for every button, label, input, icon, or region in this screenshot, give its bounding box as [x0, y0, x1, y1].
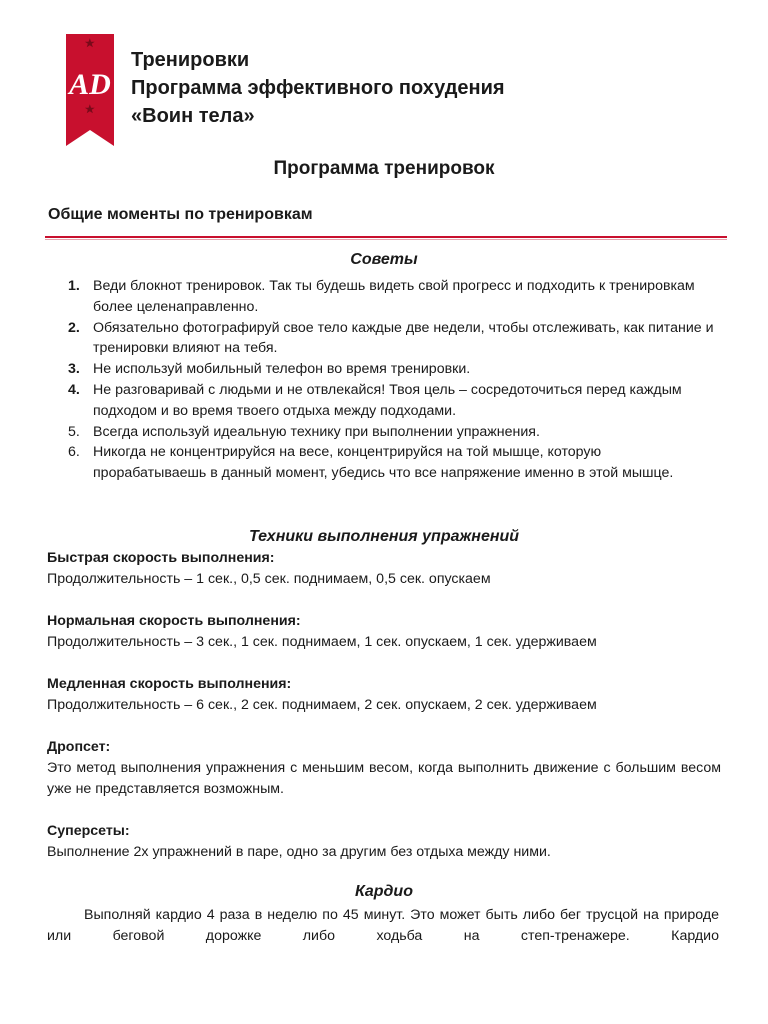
dropset-text: Это метод выполнения упражнения с меньшим весом, когда выполнить движение с большим весом уже не представляется возможным.: [47, 760, 721, 797]
tip-number: 1.: [68, 278, 80, 294]
tip-text: Обязательно фотографируй свое тело каждые две недели, чтобы отслеживать, как питание и тренировки влияют на тебя.: [93, 319, 714, 357]
superset-label: Суперсеты:: [47, 823, 130, 839]
tips-list: [48, 276, 718, 484]
section-divider-shadow: [45, 239, 727, 240]
header-line-3: «Воин тела»: [131, 105, 255, 127]
normal-speed-block: [47, 611, 721, 653]
tip-text: Веди блокнот тренировок. Так ты будешь видеть свой прогресс и подходить к тренировкам более целенаправленно.: [93, 278, 695, 315]
fast-speed-block: [47, 548, 721, 590]
tip-number: 2.: [68, 319, 80, 336]
list-item: [48, 422, 718, 443]
dropset-block: [47, 737, 721, 800]
tip-number: 3.: [68, 361, 80, 378]
section-divider: [45, 236, 727, 238]
header-title-block: [131, 46, 505, 130]
list-item: [48, 318, 718, 360]
slow-speed-text: Продолжительность – 6 сек., 2 сек. поднимаем, 2 сек. опускаем, 2 сек. удерживаем: [47, 697, 597, 713]
section-title: Общие моменты по тренировкам: [48, 206, 313, 223]
tip-text: Не разговаривай с людьми и не отвлекайся! Твоя цель – сосредоточиться перед каждым подходом и во время твоего отдыха между подходами.: [93, 381, 682, 419]
cardio-paragraph: Выполняй кардио 4 раза в неделю по 45 минут. Это может быть либо бег трусцой на природе или беговой дорожке либо ходьба на степ-тренажере. Кардио: [47, 907, 719, 944]
fast-speed-text: Продолжительность – 1 сек., 0,5 сек. поднимаем, 0,5 сек. опускаем: [47, 571, 491, 587]
tip-text: Всегда используй идеальную технику при выполнении упражнения.: [93, 423, 540, 440]
list-item: [48, 380, 718, 422]
dropset-label: Дропсет:: [47, 739, 111, 755]
header-line-2: Программа эффективного похудения: [131, 77, 505, 99]
slow-speed-label: Медленная скорость выполнения:: [47, 676, 292, 692]
tip-number: 5.: [68, 423, 80, 440]
techniques-heading: Техники выполнения упражнений: [248, 528, 520, 545]
normal-speed-text: Продолжительность – 3 сек., 1 сек. поднимаем, 1 сек. опускаем, 1 сек. удерживаем: [47, 634, 597, 650]
logo-lettering: AD: [69, 68, 111, 101]
tip-text: Никогда не концентрируйся на весе, концентрируйся на той мышце, которую прорабатываешь в данный момент, убедись что все напряжение именно в этой мышце.: [93, 444, 674, 482]
list-item: [48, 276, 718, 318]
page-title: Программа тренировок: [273, 158, 495, 179]
normal-speed-label: Нормальная скорость выполнения:: [47, 613, 301, 629]
brand-logo: [66, 34, 114, 146]
list-item: [48, 442, 718, 484]
superset-text: Выполнение 2х упражнений в паре, одно за другим без отдыха между ними.: [47, 844, 551, 860]
fast-speed-label: Быстрая скорость выполнения:: [47, 550, 275, 566]
cardio-heading: Кардио: [355, 883, 413, 900]
tips-heading: Советы: [350, 251, 418, 268]
tip-number: 4.: [68, 381, 80, 398]
tip-number: 6.: [68, 444, 80, 461]
slow-speed-block: [47, 674, 721, 716]
header-line-1: Тренировки: [131, 49, 250, 71]
list-item: [48, 359, 718, 380]
tip-text: Не используй мобильный телефон во время тренировки.: [93, 361, 471, 378]
superset-block: [47, 821, 721, 863]
